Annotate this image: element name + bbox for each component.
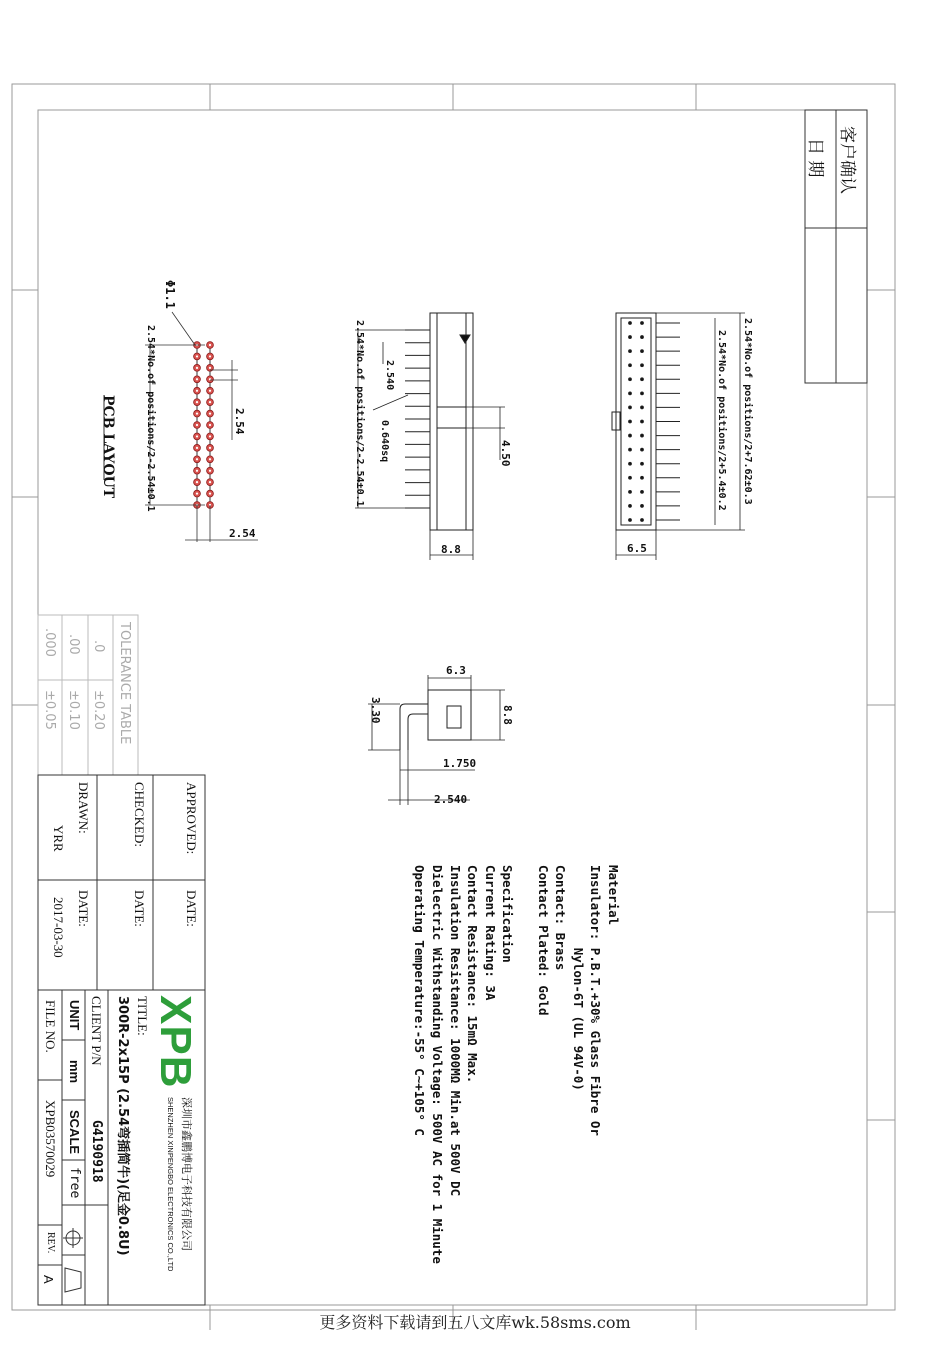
pcb-hole-center [209, 435, 211, 437]
end-pitch-dimension: 2.540 [434, 793, 468, 806]
pcb-pitch-horizontal: 2.54 [229, 527, 256, 540]
pcb-hole-center [209, 458, 211, 460]
top-width-dimension: 6.5 [627, 542, 647, 555]
side-pin-dimension: 0.640sq [379, 420, 390, 463]
top-inner-dimension: 2.54*No.of positions/2+5.4±0.2 [716, 330, 727, 511]
contact-dot [629, 322, 632, 325]
pcb-hole-diameter: Φ1.1 [163, 280, 177, 309]
pcb-hole-center [196, 401, 198, 403]
contact-dot [641, 448, 644, 451]
title-value: 300R-2x15P (2.54弯插简牛)(足金0.8U) [115, 996, 130, 1256]
pcb-hole-center [209, 492, 211, 494]
contact-dot [641, 420, 644, 423]
pcb-hole-center [209, 401, 211, 403]
end-top-dimension: 6.3 [446, 664, 466, 677]
contact-dot [629, 476, 632, 479]
pcb-hole-center [196, 492, 198, 494]
tolerance-value-1: ±0.20 [91, 690, 106, 730]
top-view-contacts [629, 322, 644, 522]
pcb-hole-center [209, 367, 211, 369]
tolerance-digits-3: .000 [42, 628, 57, 657]
contact-dot [641, 476, 644, 479]
end-offset-dimension: 3.30 [369, 697, 382, 724]
footer-link-text[interactable]: 更多资料下载请到五八文库wk.58sms.com [319, 1313, 631, 1332]
file-no-label: FILE NO. [43, 1000, 58, 1053]
pcb-hole-center [209, 470, 211, 472]
pcb-hole-center [196, 424, 198, 426]
contact-dot [629, 434, 632, 437]
pcb-hole-center [196, 390, 198, 392]
end-view [368, 675, 505, 805]
scale-label: SCALE [67, 1110, 82, 1155]
pcb-hole-center [196, 412, 198, 414]
side-view [355, 313, 505, 560]
pcb-pitch-vertical: 2.54 [233, 408, 246, 435]
specifications-text: Material Insulator: P.B.T.+30% Glass Fibre Or Nylon-6T (UL 94V-0) Contact: Brass Contact Plated: Gold Specification Current Rating: 3A Contact Resistance: 15mΩ Max. Insulation Resistance: 1000MΩ Min.at 500V DC Dielectric Withstanding Voltage: 500V AC for 1 Minute Operating Temperature:-55° C~+105° C [412, 865, 621, 1264]
contact-dot [629, 448, 632, 451]
pcb-hole-center [209, 412, 211, 414]
contact-dot [629, 490, 632, 493]
contact-dot [629, 519, 632, 522]
unit-value: mm [67, 1060, 82, 1084]
client-pn-value: G4190918 [89, 1120, 104, 1183]
pcb-hole-center [196, 481, 198, 483]
tolerance-value-2: ±0.10 [66, 690, 81, 730]
rev-label: REV. [45, 1232, 56, 1254]
date-value: 2017-03-30 [51, 897, 66, 958]
contact-dot [641, 336, 644, 339]
contact-dot [641, 350, 644, 353]
contact-dot [629, 392, 632, 395]
tolerance-title: TOLERANCE TABLE [117, 622, 132, 745]
approved-label: APPROVED: [184, 782, 199, 855]
contact-dot [641, 434, 644, 437]
end-row-dimension: 1.750 [443, 757, 477, 770]
contact-dot [641, 378, 644, 381]
contact-dot [629, 364, 632, 367]
contact-dot [641, 490, 644, 493]
side-pitch-dimension: 2.540 [384, 360, 395, 391]
contact-dot [629, 420, 632, 423]
pcb-hole-center [209, 481, 211, 483]
top-view-pins [656, 323, 680, 520]
pcb-hole-center [209, 424, 211, 426]
pcb-hole-grid [194, 342, 214, 509]
contact-dot [641, 505, 644, 508]
customer-date-label: 日 期 [805, 138, 825, 178]
date-label-checked: DATE: [132, 890, 147, 927]
contact-dot [641, 519, 644, 522]
pcb-hole-center [196, 355, 198, 357]
pcb-hole-center [209, 447, 211, 449]
file-no-value: XPB03570029 [43, 1100, 58, 1178]
side-length-dimension: 2.54*No.of positions/2-2.54±0.1 [354, 320, 365, 507]
contact-dot [629, 505, 632, 508]
scale-value: free [67, 1167, 82, 1199]
contact-dot [641, 322, 644, 325]
drawn-by: YRR [51, 825, 66, 852]
side-view-pins [405, 330, 430, 508]
pcb-hole-center [196, 378, 198, 380]
contact-dot [629, 336, 632, 339]
pcb-hole-center [196, 458, 198, 460]
pcb-hole-center [196, 367, 198, 369]
customer-confirm-label: 客户确认 [837, 126, 857, 194]
end-height-dimension: 8.8 [501, 705, 514, 725]
date-label-approved: DATE: [184, 890, 199, 927]
rev-value: A [41, 1275, 56, 1284]
pcb-hole-center [209, 344, 211, 346]
contact-dot [641, 462, 644, 465]
pcb-hole-center [196, 447, 198, 449]
contact-dot [629, 406, 632, 409]
company-logo: XPB [151, 995, 200, 1089]
pcb-hole-center [196, 435, 198, 437]
pcb-hole-center [209, 355, 211, 357]
pcb-hole-center [209, 390, 211, 392]
contact-dot [629, 378, 632, 381]
top-outer-dimension: 2.54*No.of positions/2+7.62±0.3 [742, 318, 753, 505]
pcb-hole-center [196, 470, 198, 472]
date-label-drawn: DATE: [76, 890, 91, 927]
side-width-dimension: 8.8 [441, 543, 461, 556]
contact-dot [641, 392, 644, 395]
side-key-dimension: 4.50 [499, 440, 512, 467]
tolerance-digits-1: .0 [91, 640, 106, 653]
contact-dot [629, 462, 632, 465]
pcb-length-dimension: 2.54*No.of positions/2-2.54±0.1 [145, 325, 156, 512]
contact-dot [641, 364, 644, 367]
contact-dot [641, 406, 644, 409]
tolerance-value-3: ±0.05 [42, 690, 57, 730]
client-pn-label: CLIENT P/N [89, 996, 104, 1066]
company-name-cn: 深圳市鑫鹏博电子科技有限公司 [180, 1097, 193, 1251]
company-name-en: SHENZHEN XINPENGBO ELECTRONICS CO.,LTD [166, 1097, 175, 1272]
contact-dot [629, 350, 632, 353]
tolerance-digits-2: .00 [66, 634, 81, 655]
unit-label: UNIT [67, 1000, 82, 1031]
pcb-layout-title: PCB LAYOUT [100, 395, 116, 499]
drawn-label: DRAWN: [76, 782, 91, 834]
checked-label: CHECKED: [132, 782, 147, 847]
title-label: TITLE: [135, 996, 150, 1036]
